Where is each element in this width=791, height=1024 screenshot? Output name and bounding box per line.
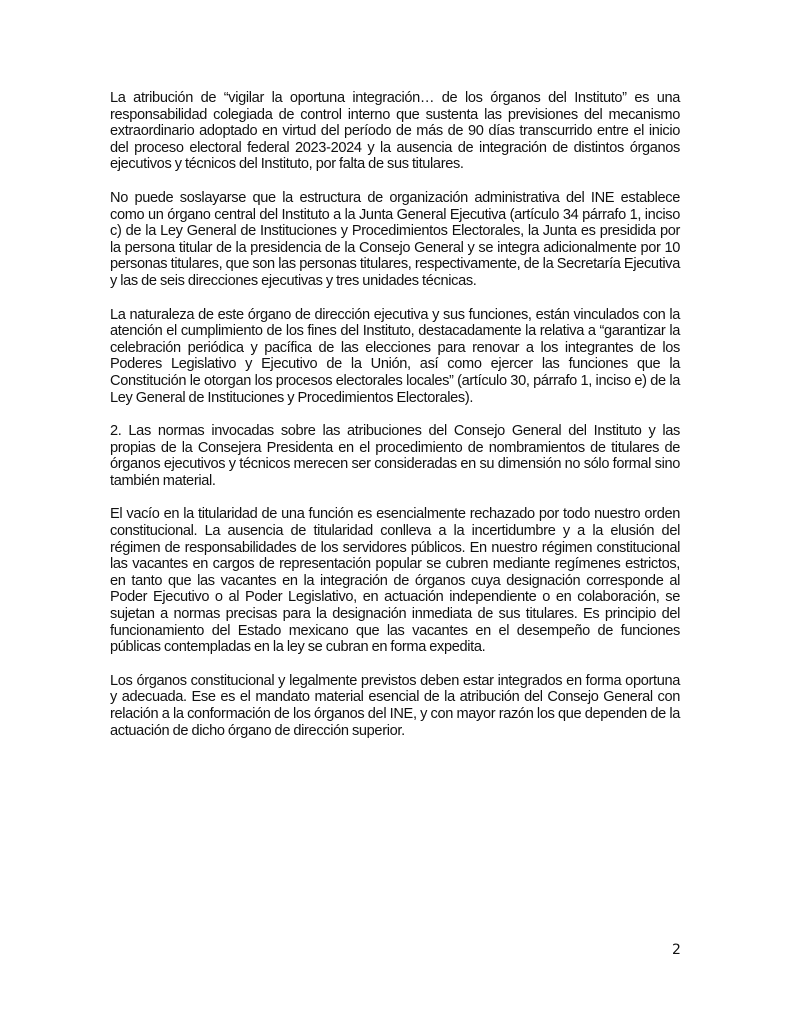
paragraph-organos-integrados: Los órganos constitucional y legalmente previstos deben estar integrados en forma oportuna y adecuada. Ese es el mandato material esencial de la atribución del Consejo General con relación a la conformación de los órganos del INE, y con mayor razón los que dependen de la actuación de dicho órgano de dirección superior. [110, 672, 680, 739]
page-number: 2 [672, 942, 681, 958]
document-body [110, 90, 680, 756]
paragraph-naturaleza-organo: La naturaleza de este órgano de dirección ejecutiva y sus funciones, están vinculados con la atención el cumplimiento de los fines del Instituto, destacadamente la relativa a “garantizar la celebración periódica y pacífica de las elecciones para renovar a los integrantes de los Poderes Legislativo y Ejecutivo de la Unión, así como ejercer las funciones que la Constitución le otorgan los procesos electorales locales” (artículo 30, párrafo 1, inciso e) de la Ley General de Instituciones y Procedimientos Electorales). [110, 306, 680, 406]
paragraph-atribucion-vigilar: La atribución de “vigilar la oportuna integración… de los órganos del Instituto” es una responsabilidad colegiada de control interno que sustenta las previsiones del mecanismo extraordinario adoptado en virtud del período de más de 90 días transcurrido entre el inicio del proceso electoral federal 2023-2024 y la ausencia de integración de distintos órganos ejecutivos y técnicos del Instituto, por falta de sus titulares. [110, 90, 680, 173]
paragraph-junta-general-ejecutiva: No puede soslayarse que la estructura de organización administrativa del INE establece como un órgano central del Instituto a la Junta General Ejecutiva (artículo 34 párrafo 1, inciso c) de la Ley General de Instituciones y Procedimientos Electorales, la Junta es presidida por la persona titular de la presidencia de la Consejo General y se integra adicionalmente por 10 personas titulares, que son las personas titulares, respectivamente, de la Secretaría Ejecutiva y las de seis direcciones ejecutivas y tres unidades técnicas. [110, 189, 680, 289]
paragraph-vacio-titularidad: El vacío en la titularidad de una función es esencialmente rechazado por todo nuestro orden constitucional. La ausencia de titularidad conlleva a la incertidumbre y a la elusión del régimen de responsabilidades de los servidores públicos. En nuestro régimen constitucional las vacantes en cargos de representación popular se cubren mediante regímenes estrictos, en tanto que las vacantes en la integración de órganos cuya designación corresponde al Poder Ejecutivo o al Poder Legislativo, en actuación independiente o en colaboración, se sujetan a normas precisas para la designación inmediata de sus titulares. Es principio del funcionamiento del Estado mexicano que las vacantes en el desempeño de funciones públicas contempladas en la ley se cubran en forma expedita. [110, 506, 680, 656]
paragraph-normas-invocadas: 2. Las normas invocadas sobre las atribuciones del Consejo General del Instituto y las propias de la Consejera Presidenta en el procedimiento de nombramientos de titulares de órganos ejecutivos y técnicos merecen ser consideradas en su dimensión no sólo formal sino también material. [110, 423, 680, 489]
